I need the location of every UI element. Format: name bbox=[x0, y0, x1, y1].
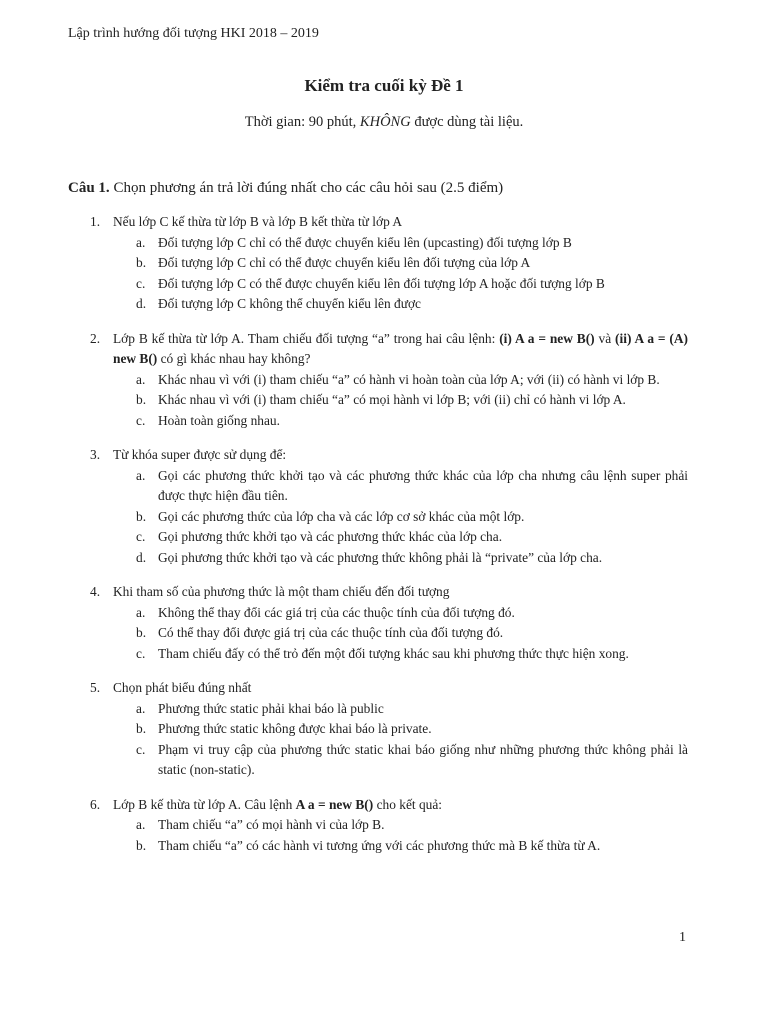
question-text bbox=[113, 447, 286, 462]
question-number: 5. bbox=[90, 680, 101, 695]
answer-option bbox=[0, 740, 768, 781]
page-header: Lập trình hướng đối tượng HKI 2018 – 2019 bbox=[68, 26, 319, 41]
option-text: Khác nhau vì với (i) tham chiếu “a” có hành vi hoàn toàn của lớp A; với (ii) có hành vi lớp B. bbox=[158, 371, 660, 387]
answer-option bbox=[0, 644, 768, 665]
question-text bbox=[113, 331, 688, 367]
question-number: 3. bbox=[90, 447, 101, 462]
answer-option bbox=[0, 507, 768, 528]
answer-option bbox=[0, 233, 768, 254]
option-letter: c. bbox=[136, 412, 146, 428]
answer-option bbox=[0, 623, 768, 644]
option-letter: c. bbox=[136, 741, 146, 757]
question-text bbox=[113, 797, 442, 812]
question-text-part: và bbox=[594, 330, 616, 346]
option-letter: b. bbox=[136, 392, 147, 407]
answer-option bbox=[0, 370, 768, 391]
question-item bbox=[0, 795, 768, 857]
option-text: Gọi các phương thức khởi tạo và các phương thức khác của lớp cha nhưng câu lệnh super phải được thực hiện đầu tiên. bbox=[158, 467, 688, 503]
option-letter: d. bbox=[136, 296, 147, 311]
question-item bbox=[0, 678, 768, 781]
answer-option bbox=[0, 836, 768, 857]
section-label: Câu 1. bbox=[68, 180, 110, 196]
page-number: 1 bbox=[679, 930, 686, 945]
option-letter: a. bbox=[136, 604, 146, 620]
question-list bbox=[0, 212, 768, 870]
question-item bbox=[0, 445, 768, 568]
question-text-part: Từ khóa super được sử dụng để: bbox=[113, 447, 287, 462]
option-letter: a. bbox=[136, 817, 146, 832]
question-item bbox=[0, 329, 768, 432]
question-stem bbox=[0, 582, 768, 603]
option-text: Hoàn toàn giống nhau. bbox=[158, 412, 280, 428]
option-letter: b. bbox=[136, 721, 147, 736]
question-stem bbox=[0, 212, 768, 233]
question-number: 2. bbox=[90, 330, 101, 346]
question-text-part: có gì khác nhau hay không? bbox=[157, 351, 311, 366]
option-text: Đối tượng lớp C không thể chuyển kiểu lên được bbox=[158, 296, 421, 311]
option-text: Khác nhau vì với (i) tham chiếu “a” có mọi hành vi lớp B; với (ii) chỉ có hành vi lớp A. bbox=[158, 392, 626, 407]
option-text: Phương thức static không được khai báo là private. bbox=[158, 721, 432, 736]
section-instruction: Chọn phương án trả lời đúng nhất cho các câu hỏi sau (2.5 điểm) bbox=[109, 180, 504, 196]
option-letter: b. bbox=[136, 508, 147, 524]
option-letter: a. bbox=[136, 700, 146, 716]
question-text-part: Chọn phát biểu đúng nhất bbox=[113, 680, 252, 695]
exam-title: Kiểm tra cuối kỳ Đề 1 bbox=[304, 76, 464, 95]
question-text-part: Lớp B kế thừa từ lớp A. Tham chiếu đối tượng “a” trong hai câu lệnh: bbox=[113, 330, 500, 346]
answer-option bbox=[0, 253, 768, 274]
answer-option bbox=[0, 699, 768, 720]
option-letter: a. bbox=[136, 234, 146, 250]
option-letter: a. bbox=[136, 467, 146, 483]
option-text: Phạm vi truy cập của phương thức static khai báo giống như những phương thức không phải là static (non-static). bbox=[158, 741, 688, 777]
option-letter: b. bbox=[136, 625, 147, 640]
option-text: Đối tượng lớp C có thể được chuyển kiểu lên đối tượng lớp A hoặc đối tượng lớp B bbox=[158, 275, 605, 291]
code-statement: (ii) A a = (A) new B() bbox=[113, 330, 688, 366]
option-letter: c. bbox=[136, 645, 146, 661]
option-letter: d. bbox=[136, 549, 147, 565]
answer-option bbox=[0, 466, 768, 507]
option-text: Gọi các phương thức của lớp cha và các lớp cơ sở khác của một lớp. bbox=[158, 508, 525, 524]
question-stem bbox=[0, 329, 768, 370]
question-item bbox=[0, 212, 768, 315]
question-stem bbox=[0, 678, 768, 699]
option-letter: c. bbox=[136, 529, 146, 544]
question-number: 6. bbox=[90, 796, 101, 812]
question-text-part: Lớp B kế thừa từ lớp A. Câu lệnh bbox=[113, 796, 296, 812]
question-text bbox=[113, 680, 251, 695]
question-stem bbox=[0, 795, 768, 816]
code-statement: A a = new B() bbox=[295, 796, 374, 812]
code-statement: (i) A a = new B() bbox=[499, 330, 595, 346]
answer-option bbox=[0, 603, 768, 624]
subtitle-emphasis: KHÔNG bbox=[359, 114, 411, 130]
option-text: Tham chiếu “a” có mọi hành vi của lớp B. bbox=[158, 817, 385, 832]
question-item bbox=[0, 582, 768, 664]
answer-option bbox=[0, 411, 768, 432]
subtitle-text-end: được dùng tài liệu. bbox=[410, 114, 524, 130]
exam-subtitle bbox=[0, 114, 768, 131]
question-text bbox=[113, 584, 449, 599]
answer-option bbox=[0, 548, 768, 569]
question-text-part: Khi tham số của phương thức là một tham chiếu đến đối tượng bbox=[113, 584, 450, 599]
option-text: Gọi phương thức khởi tạo và các phương thức khác của lớp cha. bbox=[158, 529, 503, 544]
option-text: Tham chiếu “a” có các hành vi tương ứng với các phương thức mà B kế thừa từ A. bbox=[158, 837, 601, 853]
question-text-part: cho kết quả: bbox=[373, 796, 443, 812]
option-text: Có thể thay đổi được giá trị của các thuộc tính của đối tượng đó. bbox=[158, 625, 504, 640]
subtitle-text: Thời gian: 90 phút, bbox=[244, 114, 360, 130]
option-letter: b. bbox=[136, 255, 147, 270]
question-text-part: Nếu lớp C kế thừa từ lớp B và lớp B kết thừa từ lớp A bbox=[113, 214, 403, 229]
answer-option bbox=[0, 719, 768, 740]
section-heading bbox=[68, 180, 503, 197]
answer-option bbox=[0, 274, 768, 295]
option-letter: c. bbox=[136, 275, 146, 291]
answer-option bbox=[0, 815, 768, 836]
option-text: Đối tượng lớp C chỉ có thể được chuyển kiểu lên (upcasting) đối tượng lớp B bbox=[158, 234, 572, 250]
option-text: Gọi phương thức khởi tạo và các phương thức không phải là “private” của lớp cha. bbox=[158, 549, 603, 565]
option-letter: a. bbox=[136, 371, 146, 387]
option-letter: b. bbox=[136, 837, 147, 853]
question-number: 1. bbox=[90, 214, 101, 229]
option-text: Tham chiếu đấy có thể trỏ đến một đối tượng khác sau khi phương thức thực hiện xong. bbox=[158, 645, 629, 661]
answer-option bbox=[0, 527, 768, 548]
option-text: Đối tượng lớp C chỉ có thể được chuyển kiểu lên đối tượng của lớp A bbox=[158, 255, 531, 270]
option-text: Không thể thay đổi các giá trị của các thuộc tính của đối tượng đó. bbox=[158, 604, 515, 620]
answer-option bbox=[0, 390, 768, 411]
option-text: Phương thức static phải khai báo là public bbox=[158, 700, 384, 716]
question-number: 4. bbox=[90, 584, 101, 599]
question-stem bbox=[0, 445, 768, 466]
question-text bbox=[113, 214, 402, 229]
answer-option bbox=[0, 294, 768, 315]
